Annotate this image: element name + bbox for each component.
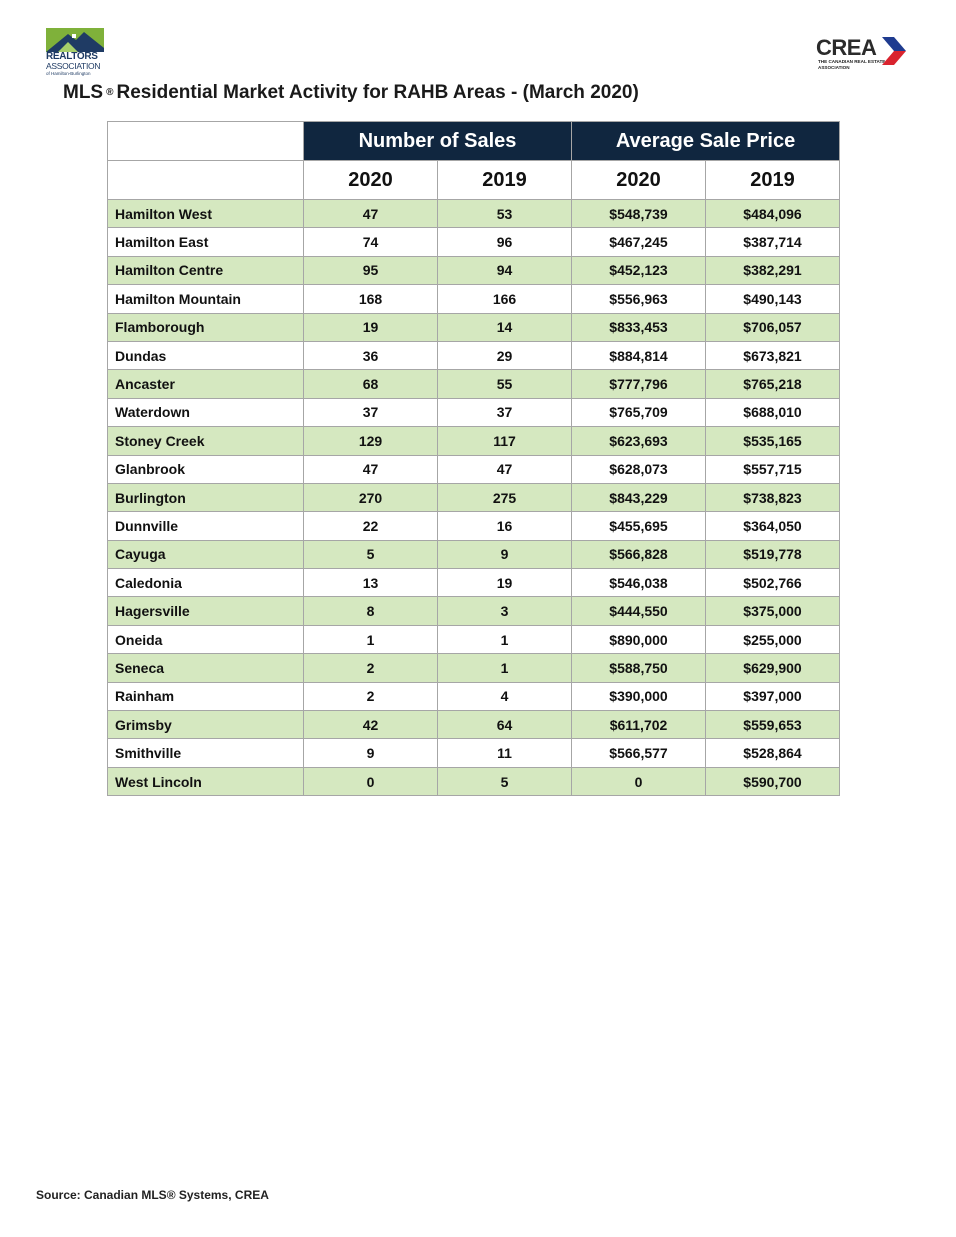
- sales-2019-cell: 5: [438, 767, 572, 795]
- price-2020-cell: $884,814: [572, 341, 706, 369]
- sales-2019-cell: 275: [438, 483, 572, 511]
- sales-2019-cell: 117: [438, 427, 572, 455]
- table-row: [108, 370, 840, 398]
- price-2020-cell: $833,453: [572, 313, 706, 341]
- table-row: [108, 455, 840, 483]
- price-2020-cell: $765,709: [572, 398, 706, 426]
- table-row: [108, 540, 840, 568]
- sales-2019-cell: 94: [438, 256, 572, 284]
- table-row: [108, 597, 840, 625]
- sales-2020-cell: 36: [304, 341, 438, 369]
- price-2020-cell: $390,000: [572, 682, 706, 710]
- price-2020-cell: $588,750: [572, 654, 706, 682]
- price-2020-cell: $777,796: [572, 370, 706, 398]
- area-cell: West Lincoln: [108, 767, 304, 795]
- market-activity-table: [107, 121, 840, 796]
- area-cell: Hamilton East: [108, 228, 304, 256]
- price-2019-cell: $364,050: [706, 512, 840, 540]
- logo-line-2: ASSOCIATION: [46, 61, 101, 71]
- crea-wordmark: CREA: [816, 35, 877, 60]
- table-row: [108, 654, 840, 682]
- sales-2020-header: 2020: [304, 161, 438, 200]
- sales-2020-cell: 9: [304, 739, 438, 767]
- sales-2020-cell: 270: [304, 483, 438, 511]
- price-2020-cell: $455,695: [572, 512, 706, 540]
- area-cell: Hagersville: [108, 597, 304, 625]
- price-2019-cell: $255,000: [706, 625, 840, 653]
- table-row: [108, 767, 840, 795]
- area-cell: Stoney Creek: [108, 427, 304, 455]
- price-2020-cell: $623,693: [572, 427, 706, 455]
- price-2019-cell: $375,000: [706, 597, 840, 625]
- crea-tagline: THE CANADIAN REAL ESTATE ASSOCIATION: [818, 59, 886, 70]
- price-2020-cell: $611,702: [572, 711, 706, 739]
- table-row: [108, 228, 840, 256]
- table-row: [108, 200, 840, 228]
- area-cell: Rainham: [108, 682, 304, 710]
- year-header-row: [108, 161, 840, 200]
- price-2019-cell: $387,714: [706, 228, 840, 256]
- table-row: [108, 398, 840, 426]
- sales-2019-cell: 19: [438, 569, 572, 597]
- price-2020-cell: $566,828: [572, 540, 706, 568]
- area-cell: Waterdown: [108, 398, 304, 426]
- area-cell: Hamilton Mountain: [108, 285, 304, 313]
- table-row: [108, 739, 840, 767]
- sales-2019-cell: 9: [438, 540, 572, 568]
- area-cell: Dundas: [108, 341, 304, 369]
- table-row: [108, 483, 840, 511]
- table-row: [108, 341, 840, 369]
- price-2019-cell: $629,900: [706, 654, 840, 682]
- price-2020-cell: $843,229: [572, 483, 706, 511]
- sales-2019-header: 2019: [438, 161, 572, 200]
- sales-2020-cell: 74: [304, 228, 438, 256]
- logo-line-1: REALTORS: [46, 51, 98, 62]
- sales-2019-cell: 3: [438, 597, 572, 625]
- sales-2020-cell: 5: [304, 540, 438, 568]
- price-2019-cell: $590,700: [706, 767, 840, 795]
- table-row: [108, 427, 840, 455]
- price-2020-cell: $467,245: [572, 228, 706, 256]
- price-2020-cell: $628,073: [572, 455, 706, 483]
- price-2019-cell: $490,143: [706, 285, 840, 313]
- price-2020-cell: $444,550: [572, 597, 706, 625]
- sales-2019-cell: 4: [438, 682, 572, 710]
- sales-2020-cell: 95: [304, 256, 438, 284]
- area-cell: Flamborough: [108, 313, 304, 341]
- sales-2020-cell: 168: [304, 285, 438, 313]
- price-2019-cell: $535,165: [706, 427, 840, 455]
- source-note: Source: Canadian MLS® Systems, CREA: [36, 1188, 269, 1202]
- sales-2019-cell: 11: [438, 739, 572, 767]
- price-2020-cell: $890,000: [572, 625, 706, 653]
- sales-2019-cell: 53: [438, 200, 572, 228]
- group-header-row: [108, 122, 840, 161]
- house-roof-icon: [46, 28, 104, 52]
- table-row: [108, 625, 840, 653]
- area-cell: Glanbrook: [108, 455, 304, 483]
- sales-2019-cell: 16: [438, 512, 572, 540]
- page-title: [63, 82, 639, 104]
- price-2020-cell: 0: [572, 767, 706, 795]
- price-2020-header: 2020: [572, 161, 706, 200]
- crea-logo: [816, 35, 908, 71]
- sales-2020-cell: 2: [304, 682, 438, 710]
- price-2019-cell: $519,778: [706, 540, 840, 568]
- title-prefix: MLS: [63, 82, 104, 103]
- price-2019-cell: $557,715: [706, 455, 840, 483]
- logo-line-3: of Hamilton-Burlington: [46, 71, 91, 76]
- price-2020-cell: $566,577: [572, 739, 706, 767]
- sales-2020-cell: 13: [304, 569, 438, 597]
- price-2020-cell: $556,963: [572, 285, 706, 313]
- price-2019-cell: $706,057: [706, 313, 840, 341]
- area-cell: Caledonia: [108, 569, 304, 597]
- sales-2020-cell: 22: [304, 512, 438, 540]
- sales-2020-cell: 19: [304, 313, 438, 341]
- price-2019-cell: $559,653: [706, 711, 840, 739]
- sales-2020-cell: 47: [304, 200, 438, 228]
- sales-2019-cell: 14: [438, 313, 572, 341]
- price-2019-cell: $502,766: [706, 569, 840, 597]
- area-cell: Smithville: [108, 739, 304, 767]
- price-2019-cell: $765,218: [706, 370, 840, 398]
- number-of-sales-header: Number of Sales: [304, 122, 572, 161]
- price-2020-cell: $548,739: [572, 200, 706, 228]
- price-2019-cell: $528,864: [706, 739, 840, 767]
- sales-2019-cell: 64: [438, 711, 572, 739]
- header-blank-cell: [108, 122, 304, 161]
- area-cell: Hamilton West: [108, 200, 304, 228]
- sales-2020-cell: 8: [304, 597, 438, 625]
- realtors-association-logo: [46, 28, 108, 77]
- table-row: [108, 711, 840, 739]
- price-2020-cell: $452,123: [572, 256, 706, 284]
- sales-2019-cell: 47: [438, 455, 572, 483]
- crea-chevron-icon: [882, 37, 908, 65]
- registered-mark: ®: [106, 87, 114, 98]
- price-2019-cell: $673,821: [706, 341, 840, 369]
- title-text: Residential Market Activity for RAHB Areas - (March 2020): [116, 82, 639, 103]
- table-row: [108, 569, 840, 597]
- price-2019-cell: $382,291: [706, 256, 840, 284]
- price-2019-header: 2019: [706, 161, 840, 200]
- area-cell: Cayuga: [108, 540, 304, 568]
- price-2020-cell: $546,038: [572, 569, 706, 597]
- table-row: [108, 313, 840, 341]
- area-cell: Ancaster: [108, 370, 304, 398]
- sales-2020-cell: 1: [304, 625, 438, 653]
- table-row: [108, 682, 840, 710]
- sales-2019-cell: 1: [438, 625, 572, 653]
- area-cell: Oneida: [108, 625, 304, 653]
- sales-2020-cell: 37: [304, 398, 438, 426]
- sales-2020-cell: 0: [304, 767, 438, 795]
- sales-2019-cell: 1: [438, 654, 572, 682]
- table-row: [108, 285, 840, 313]
- price-2019-cell: $397,000: [706, 682, 840, 710]
- area-cell: Hamilton Centre: [108, 256, 304, 284]
- price-2019-cell: $688,010: [706, 398, 840, 426]
- table-row: [108, 256, 840, 284]
- header-blank-cell: [108, 161, 304, 200]
- average-sale-price-header: Average Sale Price: [572, 122, 840, 161]
- sales-2020-cell: 2: [304, 654, 438, 682]
- sales-2019-cell: 166: [438, 285, 572, 313]
- sales-2019-cell: 29: [438, 341, 572, 369]
- sales-2019-cell: 55: [438, 370, 572, 398]
- sales-2020-cell: 47: [304, 455, 438, 483]
- area-cell: Grimsby: [108, 711, 304, 739]
- table-row: [108, 512, 840, 540]
- area-cell: Dunnville: [108, 512, 304, 540]
- sales-2019-cell: 37: [438, 398, 572, 426]
- sales-2020-cell: 68: [304, 370, 438, 398]
- price-2019-cell: $484,096: [706, 200, 840, 228]
- area-cell: Burlington: [108, 483, 304, 511]
- area-cell: Seneca: [108, 654, 304, 682]
- sales-2020-cell: 42: [304, 711, 438, 739]
- price-2019-cell: $738,823: [706, 483, 840, 511]
- sales-2020-cell: 129: [304, 427, 438, 455]
- sales-2019-cell: 96: [438, 228, 572, 256]
